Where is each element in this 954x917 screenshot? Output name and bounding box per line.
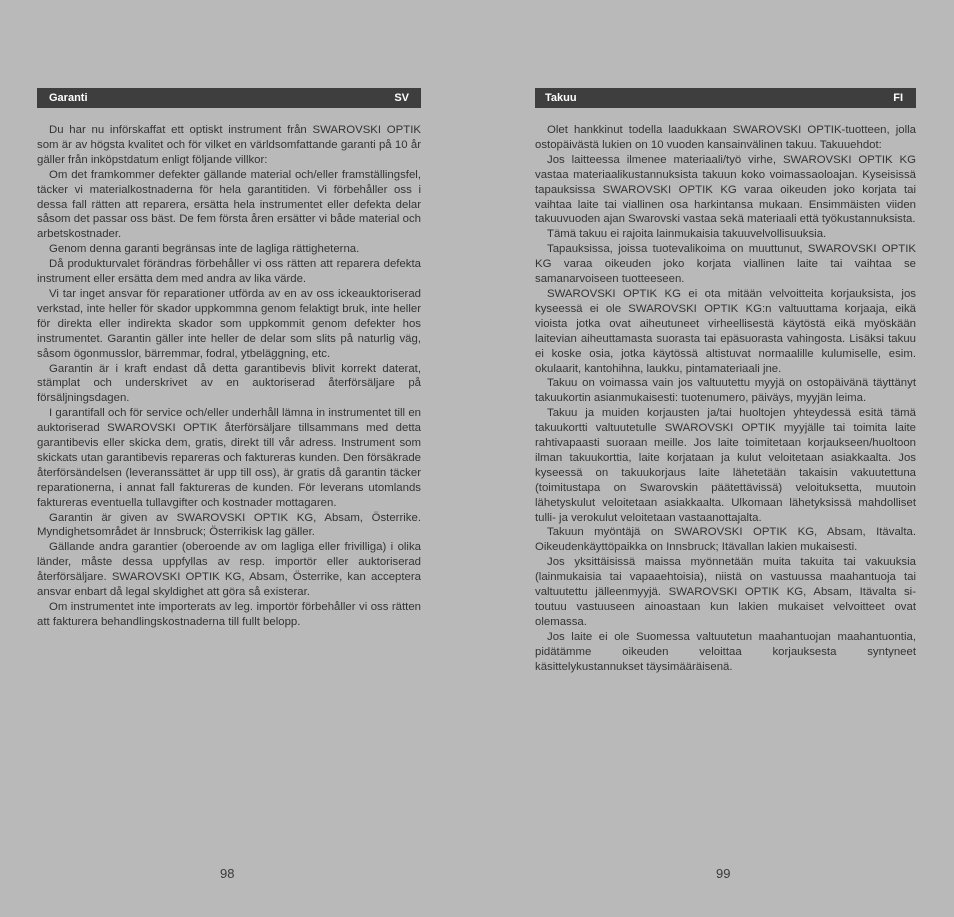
paragraph: Vi tar inget ansvar för reparationer utförda av en av oss ickeauktoriserad verkstad, inte heller för skador uppkommna genom felaktigt bruk, inte heller för direkta eller indirekta skador som uppkommit genom defekter hos instrumentet. Garantin gäller inte heller de delar som slits på naturlig väg, såsom ögonmusslor, bärremmar, fodral, ytbeläggning, etc. (37, 287, 421, 360)
paragraph: Jos laite ei ole Suomessa valtuutetun maahantuojan maahantuontia, pidätämme oikeuden veloittaa korjauksesta syntyneet käsittelykustannukset täysimääräisenä. (535, 630, 916, 673)
paragraph: Om instrumentet inte importerats av leg. importör förbehåller vi oss rätten att fakturera behandlingskostnaderna till fullt belopp. (37, 601, 421, 628)
paragraph: Tämä takuu ei rajoita lainmukaisia takuuvelvollisuuksia. (547, 228, 827, 241)
section-title: Garanti (49, 92, 88, 104)
right-page (477, 0, 954, 917)
warranty-text-sv (37, 123, 421, 630)
warranty-text-fi (535, 123, 916, 675)
paragraph: Du har nu införskaffat ett optiskt instrument från SWAROVSKI OPTIK som är av högsta kvalitet och för vilket en världsomfattande garanti på 10 år gäller från inköpstdatum enligt följande villkor: (37, 124, 421, 166)
paragraph: Garantin är i kraft endast då detta garantibevis blivit korrekt daterat, stämplat och underskrivet av en auktoriserad återförsäljare på försäljningsdagen. (37, 362, 421, 405)
paragraph: Gällande andra garantier (oberoende av om lagliga eller frivilliga) i olika länder, måste dessa uppfyllas av resp. importör eller auktoriserad återförsäljare. SWAROVSKI OPTIK KG, Absam, Österrike, kan acceptera ansvar enbart då legal skyldighet att göra så existerar. (37, 541, 421, 599)
paragraph: Om det framkommer defekter gällande material och/eller framställingsfel, täcker vi materialkostnaderna för hela garantitiden. Vi förbehåller oss i dessa fall rätten att reparera, ersätta hela instrumentet eller defekta delar såsom det passar oss bäst. De fem första åren ersätter vi både material och arbetskostnader. (37, 168, 421, 241)
paragraph: I garantifall och för service och/eller underhåll lämna in instrumentet till en auktoriserad SWAROVSKI OPTIK återförsäljare tillsammans med detta garantibevis eller skicka dem, gratis, direkt till vår adress. Instrument som skickats utan garantibevis repareras och faktureras kunden. Den försäkrade återförsändelsen (leveranssättet är upp till oss), är gratis då garantin täcker reparationerna, i annat fall faktureras de kunden. För leverans utomlands faktureras eventuella tullavgifter och kostnader mottagaren. (37, 407, 421, 509)
paragraph: Jos yksittäisissä maissa myönnetään muita takuita tai vakuuksia (lainmukaisia tai vapaaehtoisia), niistä on vastuussa maahantuoja tai valtuutettu jälleenmyyjä. SWAROVSKI OPTIK KG, Absam, Itävalta si-toutuu vastuuseen ainoastaan kun lakien mukaiset velvoitteet ovat olemassa. (535, 556, 916, 628)
paragraph: SWAROVSKI OPTIK KG ei ota mitään velvoitteita korjauksista, jos kyseessä ei ole SWAROVSKI OPTIK KG:n valtuuttama korjaaja, eikä vioista jotka ovat aiheutuneet virheellisestä käytöstä eikä myöskään laitevian aiheuttamasta suorasta tai epäsuorasta vahingosta. Lisäksi takuu ei koske osia, jotka käytössä altistuvat normaalille kulumiselle, esim. okulaarit, kantohihna, laukku, pintamateriaali jne. (535, 287, 916, 375)
paragraph: Då produkturvalet förändras förbehåller vi oss rätten att reparera defekta instrument eller ersätta dem med andra av lika värde. (37, 258, 421, 286)
language-code: SV (394, 92, 409, 104)
paragraph: Tapauksissa, joissa tuotevalikoima on muuttunut, SWAROVSKI OPTIK KG varaa oikeuden joko korjata viallinen laite tai vaihtaa se samanarvoiseen tuotteeseen. (535, 243, 916, 286)
paragraph: Takuu ja muiden korjausten ja/tai huoltojen yhteydessä esitä tämä takuukortti valtuutetulle SWAROVSKI OPTIK myyjälle tai toimita laite rahtivapaasti suoraan meille. Jos laite toimitetaan korjaukseen/huoltoon ilman takuukorttia, laite korjataan ja kulut veloitetaan asiakkaalta. Jos kyseessä on takuukorjaus laite lähetetään takaisin vakuutettuna (toimitustapa on Swarovskin päätettävissä) veloituksetta, muutoin lähetyskulut veloitetaan asiakkaalta. Ulkomaan lähetyksissä mahdolliset tulli- ja verokulut veloitetaan vastaanottajalta. (535, 407, 916, 524)
paragraph: Jos laitteessa ilmenee materiaali/työ virhe, SWAROVSKI OPTIK KG vastaa materiaalikustannuksista takuun koko voimassaoloajan. Kyseisissä tapauksissa SWAROVSKI OPTIK KG varaa oikeuden joko korjata tai vaihtaa laite tai viallinen osa harkintansa mukaan. Ensimmäisten viiden takuuvuoden ajan Swarovski vastaa sekä materiaali että työkustannuksista. (535, 153, 916, 226)
section-header-fi (535, 88, 916, 108)
paragraph: Olet hankkinut todella laadukkaan SWAROVSKI OPTIK-tuotteen, jolla ostopäivästä lukien on 10 vuoden kansainvälinen takuu. Takuuehdot: (535, 124, 916, 151)
page-number: 99 (716, 866, 731, 881)
paragraph: Takuun myöntäjä on SWAROVSKI OPTIK KG, Absam, Itävalta. Oikeudenkäyttöpaikka on Innsbruck; Itävallan lakien mukaisesti. (535, 526, 916, 554)
language-code: FI (893, 92, 903, 104)
paragraph: Garantin är given av SWAROVSKI OPTIK KG, Absam, Österrike. Myndighetsområdet är Innsbruck; Österrikisk lag gäller. (37, 511, 421, 539)
paragraph: Takuu on voimassa vain jos valtuutettu myyjä on ostopäivänä täyttänyt takuukortin asianmukaisesti: tuotenumero, päiväys, myyjän leima. (535, 377, 916, 405)
section-header-sv (37, 88, 421, 108)
page-number: 98 (220, 866, 235, 881)
section-title: Takuu (545, 92, 577, 104)
paragraph: Genom denna garanti begränsas inte de lagliga rättigheterna. (49, 243, 360, 256)
